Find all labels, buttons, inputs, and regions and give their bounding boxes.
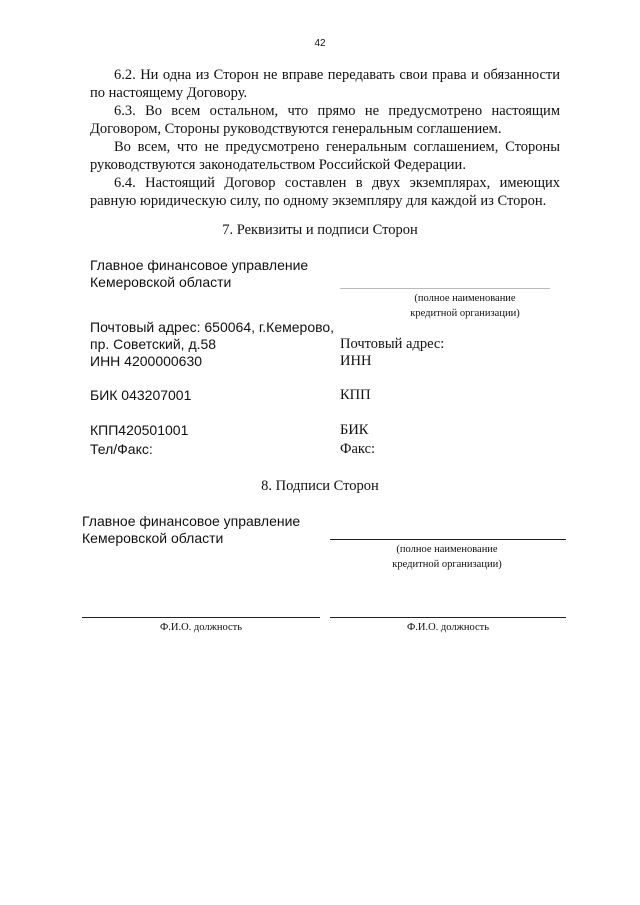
bank-bik-label: БИК bbox=[340, 422, 369, 438]
bank-name-line bbox=[340, 288, 550, 289]
bank-kpp-label: КПП bbox=[340, 387, 371, 403]
paragraph-6-4: 6.4. Настоящий Договор составлен в двух экземплярах, имеющих равную юридическую силу, по одному экземпляру для каждой из Сторон. bbox=[90, 175, 560, 209]
tel-fax-label: Тел/Факс: bbox=[90, 441, 153, 457]
bank-signatory-name-line bbox=[330, 539, 566, 540]
postal-address-line-2: пр. Советский, д.58 bbox=[90, 336, 217, 352]
bank-signatory-caption bbox=[362, 542, 532, 572]
org-name-line-1: Главное финансовое управление bbox=[90, 257, 309, 273]
paragraph-6-3-continued: Во всем, что не предусмотрено генеральным соглашением, Стороны руководствуются законодательством Российской Федерации. bbox=[90, 139, 560, 173]
right-signature-caption: Ф.И.О. должность bbox=[406, 622, 490, 633]
bank-caption-line-1: (полное наименование bbox=[414, 293, 516, 304]
bank-name-caption bbox=[380, 291, 550, 321]
kpp-value: КПП420501001 bbox=[90, 422, 189, 438]
section-8-heading: 8. Подписи Сторон bbox=[261, 478, 379, 494]
bank-signatory-caption-line-1: (полное наименование bbox=[396, 544, 498, 555]
bank-postal-address-label: Почтовый адрес: bbox=[340, 336, 445, 352]
bik-value: БИК 043207001 bbox=[90, 387, 192, 403]
signatory-org-line-2: Кемеровской области bbox=[82, 530, 224, 546]
org-name-line-2: Кемеровской области bbox=[90, 274, 232, 290]
postal-address-line-1: Почтовый адрес: 650064, г.Кемерово, bbox=[90, 319, 335, 335]
bank-signatory-caption-line-2: кредитной организации) bbox=[392, 559, 502, 570]
signatory-org-line-1: Главное финансовое управление bbox=[82, 513, 301, 529]
page-number: 42 bbox=[314, 38, 326, 49]
inn-value: ИНН 4200000630 bbox=[90, 353, 203, 369]
right-signature-line bbox=[330, 617, 566, 618]
paragraph-6-2: 6.2. Ни одна из Сторон не вправе передавать свои права и обязанности по настоящему Договору. bbox=[90, 67, 560, 101]
left-signature-caption: Ф.И.О. должность bbox=[159, 622, 243, 633]
bank-fax-label: Факс: bbox=[340, 441, 376, 457]
paragraph-6-3: 6.3. Во всем остальном, что прямо не предусмотрено настоящим Договором, Стороны руководствуются генеральным соглашением. bbox=[90, 103, 560, 137]
left-signature-line bbox=[82, 617, 320, 618]
section-7-heading: 7. Реквизиты и подписи Сторон bbox=[222, 222, 418, 238]
bank-inn-label: ИНН bbox=[340, 353, 372, 369]
bank-caption-line-2: кредитной организации) bbox=[410, 308, 520, 319]
